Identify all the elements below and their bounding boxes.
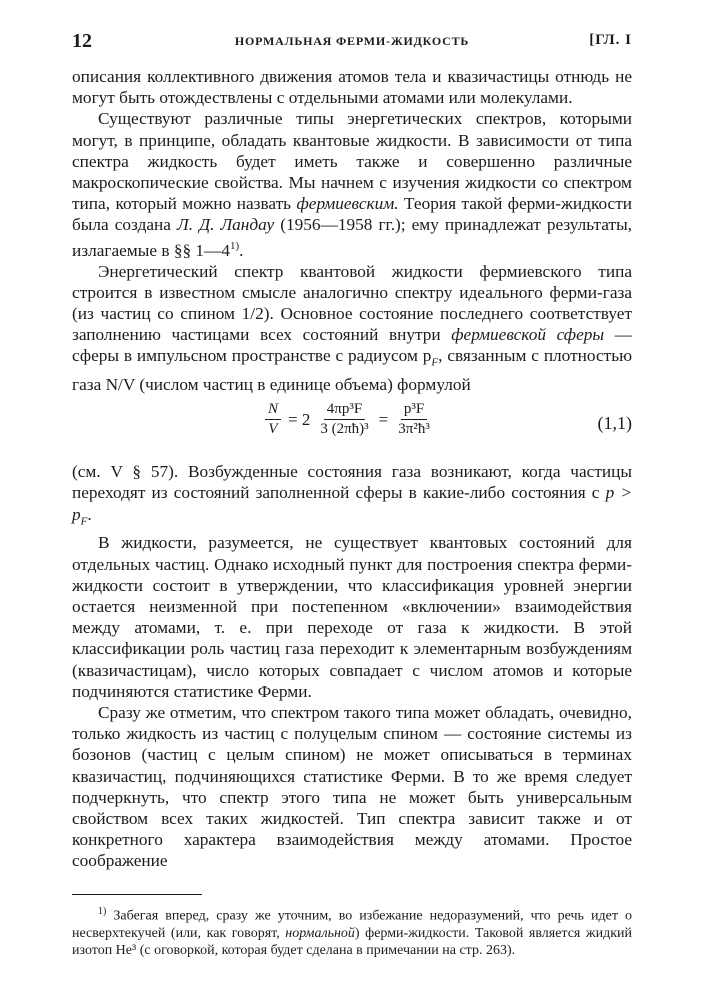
paragraph-6: Сразу же отметим, что спектром такого типа может обладать, очевидно, только жидкость из частиц с полуцелым спином — состояние системы из бозонов (частиц с целым спином) не может описываться в терминах квазичастиц, подчиняющихся статистике Ферми. В то же время следует подчеркнуть, что спектр этого типа не может быть универсальным свойством всех таких жидкостей. Тип спектра зависит также и от конкретного характера взаимодействия между атомами. Простое соображение (72, 702, 632, 871)
chapter-marker: [ГЛ. I (589, 32, 632, 48)
page-number: 12 (72, 30, 92, 52)
author-name: Л. Д. Ландау (177, 215, 275, 235)
formula-1-1: $\frac{N}{V}$ = 2 $\frac{\text{4πp³F}}{\text{3 (2πħ)³}}$ = $\frac{\text{p³F}}{\text{3π²ħ³}}$ (1,1) (72, 395, 632, 461)
paragraph-4: (см. V § 57). Возбужденные состояния газа возникают, когда частицы переходят из состояний заполненной сферы в какие-либо состояния с $p > p_F$. (72, 462, 632, 528)
fraction-2: $\frac{\text{p³F}}{\text{3π²ħ³}}$ (398, 401, 430, 438)
paragraph-5: В жидкости, разумеется, не существует квантовых состояний для отдельных частиц. Однако исходный пункт для построения спектра ферми-жидкости состоит в утверждении, что классификация уровней энергии остается неизменной при постепенном «включении» взаимодействия между атомами, т. е. при переходе от газа к жидкости. В этой классификации роль частиц газа переходит к элементарным возбуждениям (квазичастицам), число которых совпадает с числом атомов и которые подчиняются статистике Ферми. (72, 533, 632, 701)
paragraph-1: описания коллективного движения атомов тела и квазичастицы отнюдь не могут быть отождествлены с отдельными атомами или молекулами. (72, 67, 632, 108)
term-fermi-sphere: фермиевской сферы (451, 325, 605, 345)
fraction-n-over-v: $\frac{N}{V}$ (265, 401, 281, 438)
book-page (72, 30, 632, 960)
footnote-divider (72, 894, 202, 895)
fraction-1: $\frac{\text{4πp³F}}{\text{3 (2πħ)³}}$ (320, 401, 369, 438)
term-fermi: фермиевским. (296, 194, 399, 214)
page-header (72, 30, 632, 56)
paragraph-3: Энергетический спектр квантовой жидкости фермиевского типа строится в известном смысле аналогично спектру идеального ферми-газа (из частиц со спином 1/2). Основное состояние последнего соответствует заполнению частицами всех состояний внутри фермиевской сферы — сферы в импульсном пространстве с радиусом $p_F$, связанным с плотностью газа N/V (числом частиц в единице объема) формулой (72, 261, 632, 395)
running-title: НОРМАЛЬНАЯ ФЕРМИ-ЖИДКОСТЬ (234, 34, 470, 48)
equation-number: (1,1) (597, 413, 632, 434)
footnote-ref: 1) (229, 239, 240, 252)
paragraph-2: Существуют различные типы энергетических спектров, которыми могут, в принципе, обладать квантовые жидкости. В зависимости от типа спектра жидкость будет иметь также и совершенно различные макроскопические свойства. Мы начнем с изучения жидкости со спектром типа, который можно назвать фермиевским. Теория такой ферми-жидкости была создана Л. Д. Ландау (1956—1958 гг.); ему принадлежат результаты, излагаемые в §§ 1—4$^{1)}$. (72, 109, 632, 260)
footnote: $^{1)}$ Забегая вперед, сразу же уточним, во избежание недоразумений, что речь идет о несверхтекучей (или, как говорят, нормальной) ферми-жидкости. Таковой является жидкий изотоп He³ (с оговоркой, которая будет сделана в примечании на стр. 263). (72, 905, 633, 959)
